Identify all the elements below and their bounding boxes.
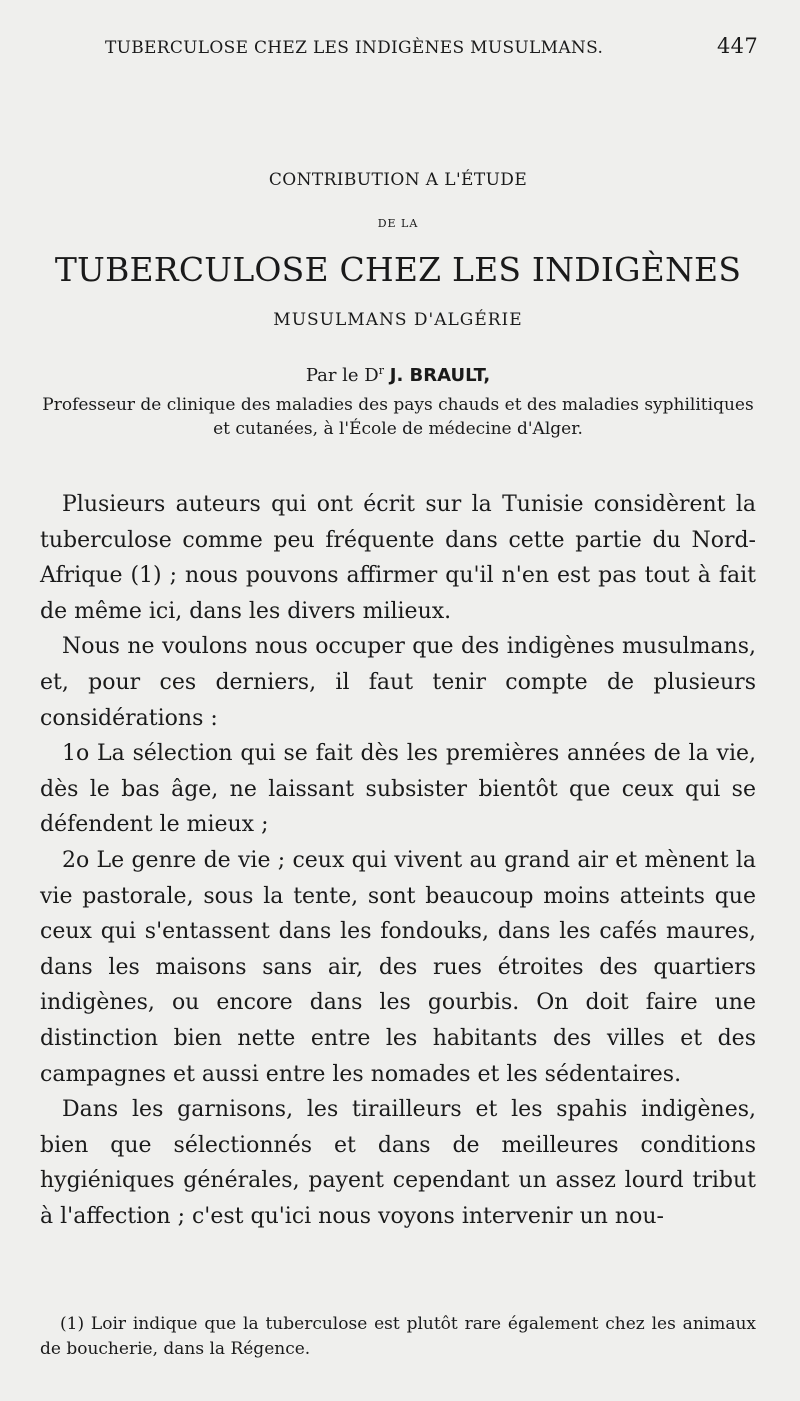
author-name: J. BRAULT, xyxy=(389,365,491,386)
paragraph-4: 2o Le genre de vie ; ceux qui vivent au grand air et mènent la vie pastorale, sous la tente, sont beaucoup moins atteints que ceux qui s'entassent dans les fondouks, dans les cafés maures, dans les maisons sans air, des rues étroites des quartiers indigènes, ou encore dans les gourbis. On doit faire une distinction bien nette entre les habitants des villes et des campagnes et aussi entre les nomades et les sédentaires. xyxy=(40,847,756,1087)
author-prefix-sup: r xyxy=(378,364,385,377)
running-head-title: TUBERCULOSE CHEZ LES INDIGÈNES MUSULMANS. xyxy=(105,38,604,58)
title-line-3: MUSULMANS D'ALGÉRIE xyxy=(273,310,523,330)
running-head xyxy=(105,34,758,58)
article-body xyxy=(40,487,756,1234)
paragraph-2: Nous ne voulons nous occuper que des indigènes musulmans, et, pour ces derniers, il faut tenir compte de plusieurs considérations : xyxy=(40,634,756,731)
footnote-text: (1) Loir indique que la tuberculose est plutôt rare également chez les animaux de boucherie, dans la Régence. xyxy=(40,1314,756,1359)
paragraph-3: 1o La sélection qui se fait dès les premières années de la vie, dès le bas âge, ne laissant subsister bientôt que ceux qui se défendent le mieux ; xyxy=(40,741,756,838)
paragraph-1: Plusieurs auteurs qui ont écrit sur la Tunisie considèrent la tuberculose comme peu fréquente dans cette partie du Nord-Afrique (1) ; nous pouvons affirmer qu'il n'en est pas tout à fait de même ici, dans les divers milieux. xyxy=(40,492,756,624)
main-title: TUBERCULOSE CHEZ LES INDIGÈNES xyxy=(54,250,742,289)
title-line-2: DE LA xyxy=(377,217,419,230)
author-prefix: Par le D xyxy=(305,365,379,386)
author-affiliation: Professeur de clinique des maladies des pays chauds et des maladies syphilitiques et cutanées, à l'École de médecine d'Alger. xyxy=(42,395,754,439)
title-line-1: CONTRIBUTION A L'ÉTUDE xyxy=(268,170,528,190)
page-number: 447 xyxy=(717,34,758,58)
author-line xyxy=(38,364,758,386)
footnote xyxy=(40,1312,756,1362)
paragraph-5: Dans les garnisons, les tirailleurs et les spahis indigènes, bien que sélectionnés et dans de meilleures conditions hygiéniques générales, payent cependant un assez lourd tribut à l'affection ; c'est qu'ici nous voyons intervenir un nou- xyxy=(40,1097,756,1229)
